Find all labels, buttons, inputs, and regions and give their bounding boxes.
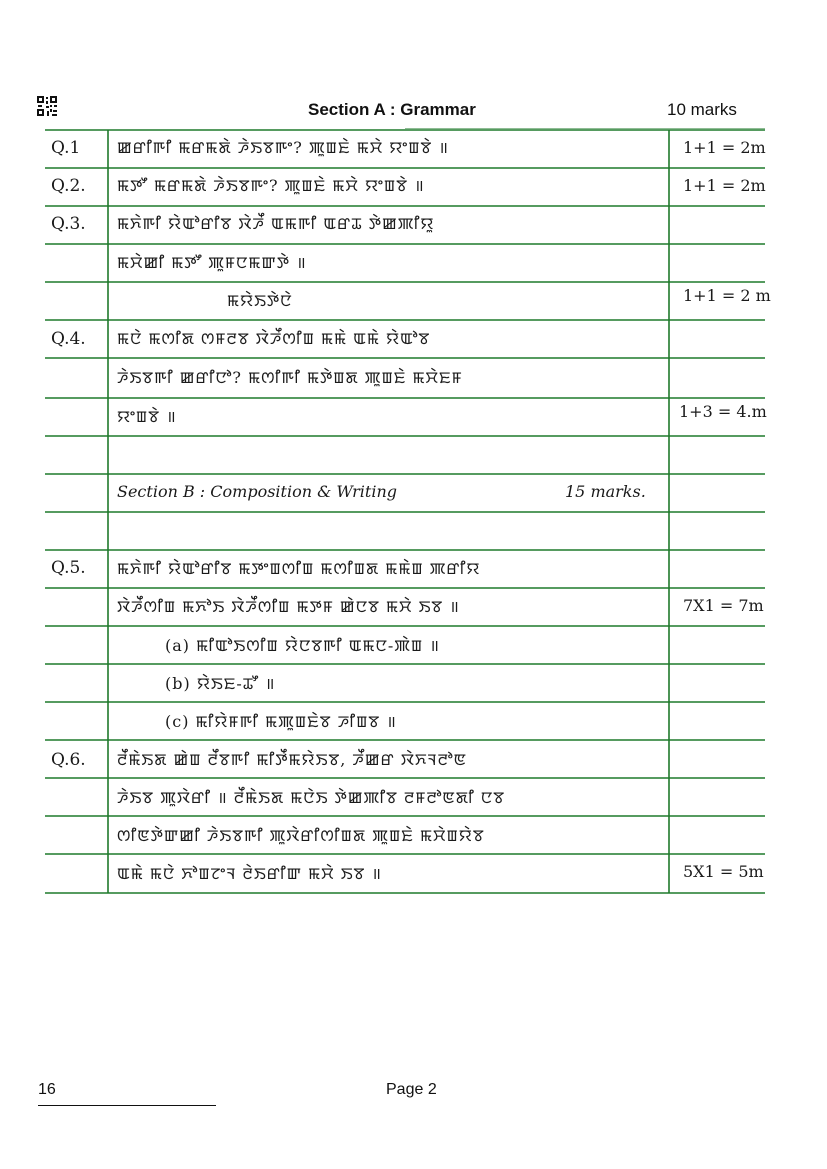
marks-allocation: 1+1 = 2m <box>683 176 766 195</box>
answer-line: ꯌꯦꯡꯕꯥ ॥ <box>117 407 177 426</box>
question-number: Q.2. <box>51 176 86 196</box>
answer-line: ꯃꯌꯥꯏꯇꯥꯅꯥ <box>227 291 293 310</box>
question-number: Q.1 <box>51 138 81 158</box>
marks-total: 10 marks <box>667 100 737 119</box>
answer-line: ꯃꯈꯥꯒꯤ ꯌꯥꯑꯣꯔꯤꯕ ꯃꯇꯦꯡꯁꯤꯡ ꯃꯁꯤꯡꯗ ꯃꯃꯥꯡ ꯄꯔꯤꯌ <box>117 559 481 578</box>
marks-allocation: 1+1 = 2m <box>683 138 766 157</box>
marks-allocation: 7X1 = 7m <box>683 596 764 615</box>
section-b-title: Section B : Composition & Writing <box>117 482 398 501</box>
answer-line: ꯑꯃꯥ ꯃꯅꯥ ꯈꯣꯡꯖꯦꯜ ꯂꯥꯏꯔꯤꯛ ꯃꯆꯥ ꯏꯕ ॥ <box>117 864 383 883</box>
answer-line: ꯂꯩꯃꯥꯏꯗ ꯀꯥꯡ ꯂꯩꯕꯒꯤ ꯃꯤꯇꯩꯃꯌꯥꯏꯕ, ꯍꯩꯀꯔ ꯋꯥꯈꯜꯂꯣꯟ <box>117 750 467 769</box>
marks-allocation: 5X1 = 5m <box>683 862 764 881</box>
section-b-marks: 15 marks. <box>565 482 646 501</box>
answer-line: ꯋꯥꯍꯩꯁꯤꯡ ꯃꯈꯣꯏ ꯋꯥꯍꯩꯁꯤꯡ ꯃꯇꯝ ꯀꯥꯅꯕ ꯃꯆꯥ ꯏꯕ ॥ <box>117 597 460 616</box>
qr-code-icon <box>37 96 57 116</box>
answer-line: ꯃꯆꯥꯀꯤ ꯃꯇꯧ ꯄꯨꯝꯅꯃꯛꯇꯥ ॥ <box>117 253 307 272</box>
marks-allocation: 1+1 = 2 m <box>683 286 771 305</box>
question-number: Q.5. <box>51 558 86 578</box>
answer-line: (a) ꯃꯤꯑꯣꯏꯁꯤꯡ ꯌꯥꯅꯕꯒꯤ ꯑꯃꯅ-ꯄꯥꯡ ॥ <box>165 636 440 655</box>
answer-line: ꯍꯥꯏꯕꯒꯤ ꯀꯔꯤꯅꯣ? ꯃꯁꯤꯒꯤ ꯃꯇꯥꯡꯗ ꯄꯨꯡꯐꯥ ꯃꯆꯥꯐꯝ <box>117 368 463 387</box>
answer-sheet <box>45 128 771 896</box>
question-number: Q.6. <box>51 750 86 770</box>
answer-line: ꯀꯔꯤꯒꯤ ꯃꯔꯃꯗꯥ ꯍꯥꯏꯕꯒꯦ? ꯄꯨꯡꯐꯥ ꯃꯆꯥ ꯌꯦꯡꯕꯥ ॥ <box>117 138 449 157</box>
answer-line: (c) ꯃꯤꯌꯥꯝꯒꯤ ꯃꯄꯨꯡꯐꯥꯕ ꯍꯤꯡꯕ ॥ <box>165 712 397 731</box>
page-number: Page 2 <box>386 1081 437 1098</box>
page-code: 16 <box>38 1081 56 1098</box>
answer-line: ꯃꯈꯥꯒꯤ ꯌꯥꯑꯣꯔꯤꯕ ꯋꯥꯍꯩ ꯑꯃꯒꯤ ꯑꯔꯊ ꯇꯥꯀꯄꯤꯌꯨ <box>117 214 435 233</box>
answer-line: ꯃꯅꯥ ꯃꯁꯤꯗ ꯁꯝꯂꯕ ꯋꯥꯍꯩꯁꯤꯡ ꯃꯃꯥ ꯑꯃꯥ ꯌꯥꯑꯣꯕ <box>117 329 431 348</box>
section-title: Section A : Grammar <box>308 100 476 119</box>
question-number: Q.4. <box>51 329 86 349</box>
marks-allocation: 1+3 = 4.m <box>679 402 767 421</box>
answer-line: ꯃꯇꯧ ꯃꯔꯃꯗꯥ ꯍꯥꯏꯕꯒꯦ? ꯄꯨꯡꯐꯥ ꯃꯆꯥ ꯌꯦꯡꯕꯥ ॥ <box>117 176 425 195</box>
question-number: Q.3. <box>51 214 86 234</box>
answer-line: ꯍꯥꯏꯕ ꯄꯨꯋꯥꯔꯤ ॥ ꯂꯩꯃꯥꯏꯗ ꯃꯅꯥꯏ ꯇꯥꯀꯄꯤꯕ ꯂꯝꯂꯣꯟꯗꯤ ꯅꯕ <box>117 788 506 807</box>
ruled-grid <box>45 128 765 896</box>
footer-underline <box>38 1105 216 1106</box>
answer-line: ꯁꯤꯟꯇꯥꯛꯀꯤ ꯍꯥꯏꯕꯒꯤ ꯄꯨꯋꯥꯔꯤꯁꯤꯡꯗ ꯄꯨꯡꯐꯥ ꯃꯆꯥꯡꯌꯥꯕ <box>117 826 485 845</box>
answer-line: (b) ꯌꯥꯏꯐ-ꯊꯧ ॥ <box>165 674 276 693</box>
